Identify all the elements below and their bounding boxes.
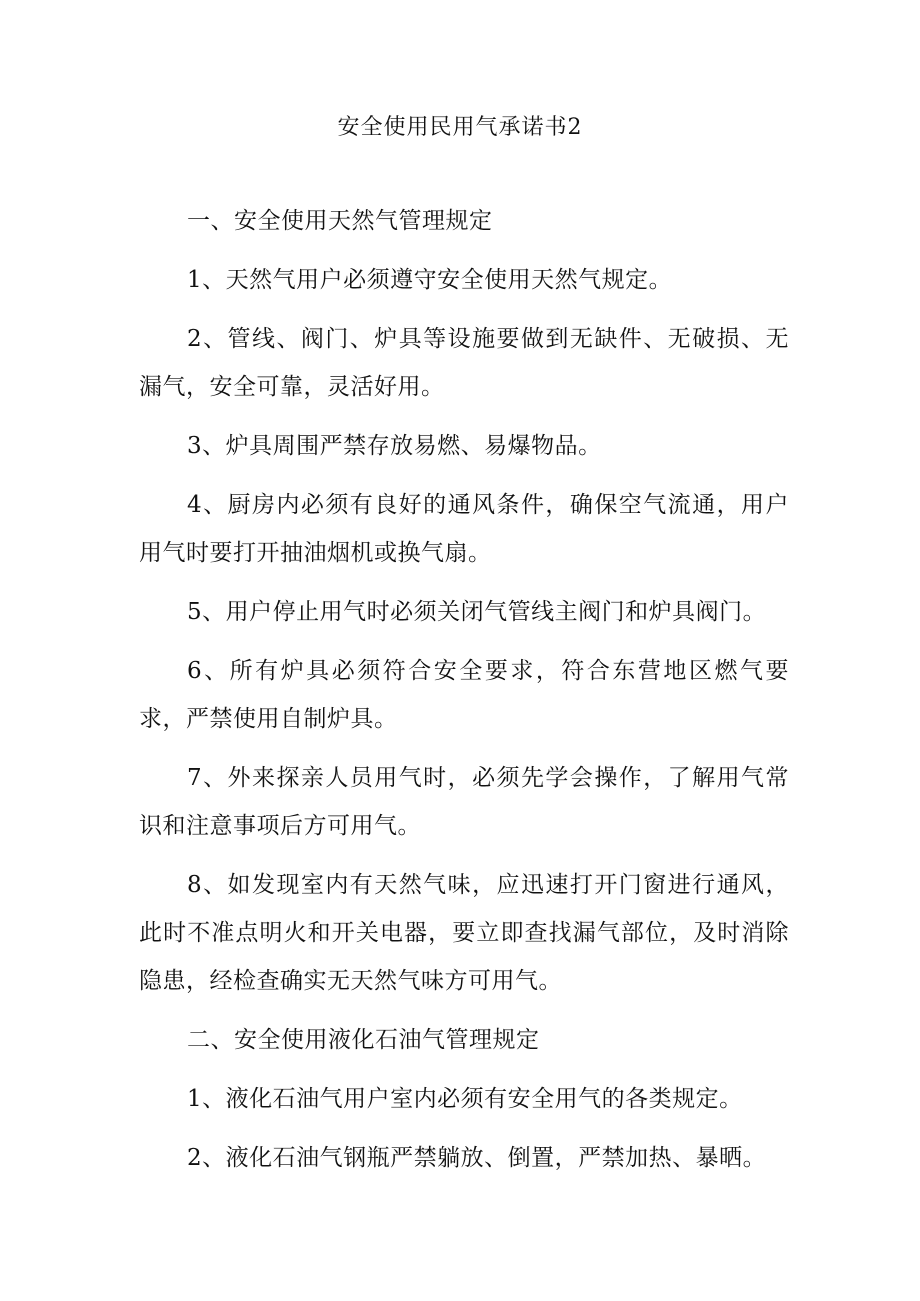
section-heading-lpg: 二、安全使用液化石油气管理规定 [187,1027,540,1053]
paragraph-item-4: 4、厨房内必须有良好的通风条件，确保空气流通，用户用气时要打开抽油烟机或换气扇。 [139,492,789,566]
paragraph-item-2: 2、管线、阀门、炉具等设施要做到无缺件、无破损、无漏气，安全可靠，灵活好用。 [139,326,789,400]
paragraph-item-1: 1、天然气用户必须遵守安全使用天然气规定。 [187,267,673,293]
document-body [139,197,789,1193]
paragraph-item-8: 8、如发现室内有天然气味，应迅速打开门窗进行通风，此时不准点明火和开关电器，要立即查找漏气部位，及时消除隐患，经检查确实无天然气味方可用气。 [139,872,789,994]
paragraph-lpg-item-1: 1、液化石油气用户室内必须有安全用气的各类规定。 [187,1086,743,1112]
paragraph-item-7: 7、外来探亲人员用气时，必须先学会操作，了解用气常识和注意事项后方可用气。 [139,765,789,839]
paragraph-item-6: 6、所有炉具必须符合安全要求，符合东营地区燃气要求，严禁使用自制炉具。 [139,658,789,732]
document-title: 安全使用民用气承诺书2 [337,115,583,140]
paragraph-lpg-item-2: 2、液化石油气钢瓶严禁躺放、倒置，严禁加热、暴晒。 [187,1145,767,1171]
section-heading-natural-gas: 一、安全使用天然气管理规定 [187,208,493,234]
paragraph-item-5: 5、用户停止用气时必须关闭气管线主阀门和炉具阀门。 [187,599,767,625]
paragraph-item-3: 3、炉具周围严禁存放易燃、易爆物品。 [187,433,602,459]
